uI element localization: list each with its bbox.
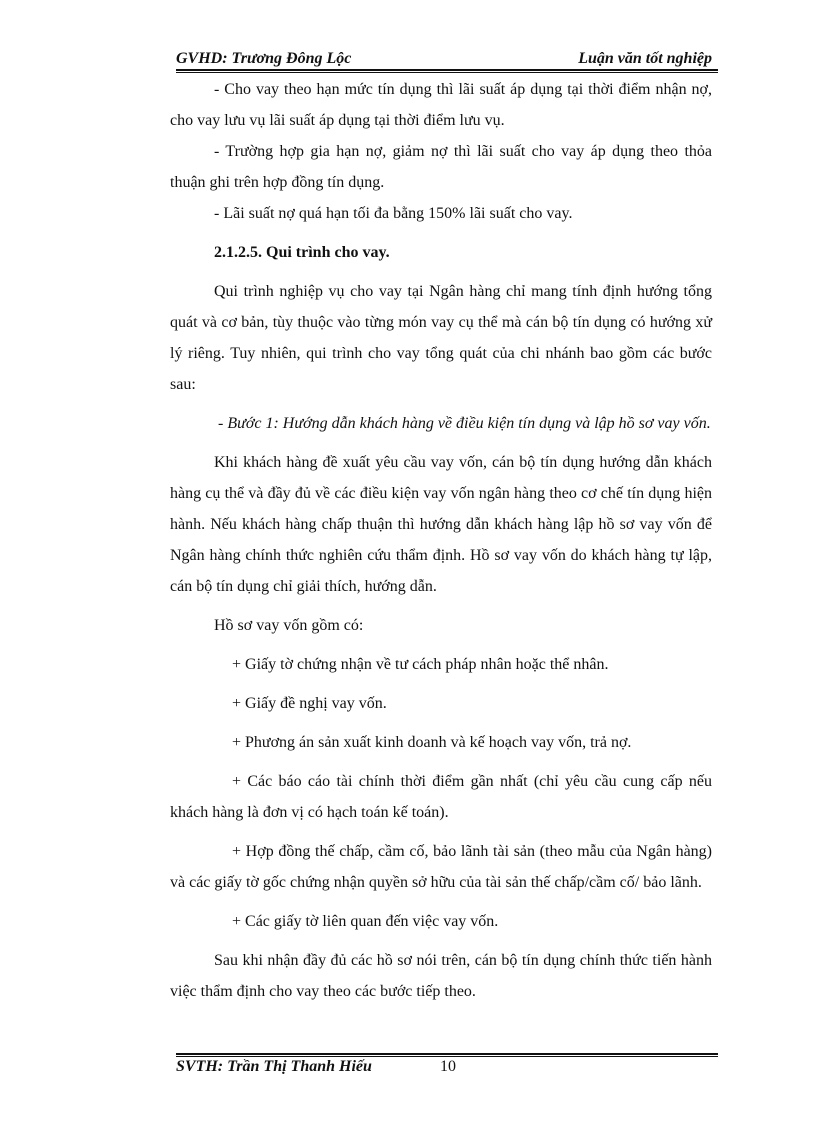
page-number: 10 <box>440 1058 456 1075</box>
header-advisor: GVHD: Trương Đông Lộc <box>176 50 352 67</box>
list-item: + Hợp đồng thế chấp, cầm cố, bảo lãnh tài sản (theo mẫu của Ngân hàng) và các giấy tờ gốc chứng nhận quyền sở hữu của tài sản thế chấp/cầm cố/ bảo lãnh. <box>170 843 712 891</box>
step-1-title: - Bước 1: Hướng dẫn khách hàng về điều kiện tín dụng và lập hồ sơ vay vốn. <box>218 415 711 432</box>
paragraph-interest-overdue: - Lãi suất nợ quá hạn tối đa bằng 150% lãi suất cho vay. <box>214 205 573 222</box>
paragraph-interest-limit: - Cho vay theo hạn mức tín dụng thì lãi suất áp dụng tại thời điểm nhận nợ, cho vay lưu vụ lãi suất áp dụng tại thời điểm lưu vụ. <box>170 81 712 129</box>
page-body <box>170 74 712 1007</box>
list-item: + Giấy đề nghị vay vốn. <box>232 695 387 712</box>
paragraph-next-steps: Sau khi nhận đầy đủ các hồ sơ nói trên, cán bộ tín dụng chính thức tiến hành việc thẩm định cho vay theo các bước tiếp theo. <box>170 952 712 1000</box>
paragraph-interest-extension: - Trường hợp gia hạn nợ, giảm nợ thì lãi suất cho vay áp dụng theo thỏa thuận ghi trên hợp đồng tín dụng. <box>170 143 712 191</box>
paragraph-process-intro: Qui trình nghiệp vụ cho vay tại Ngân hàng chỉ mang tính định hướng tổng quát và cơ bản, tùy thuộc vào từng món vay cụ thể mà cán bộ tín dụng có hướng xử lý riêng. Tuy nhiên, qui trình cho vay tổng quát của chi nhánh bao gồm các bước sau: <box>170 283 712 393</box>
list-item: + Giấy tờ chứng nhận về tư cách pháp nhân hoặc thể nhân. <box>232 656 609 673</box>
paragraph-step-1: Khi khách hàng đề xuất yêu cầu vay vốn, cán bộ tín dụng hướng dẫn khách hàng cụ thể và đầy đủ về các điều kiện vay vốn ngân hàng theo cơ chế tín dụng hiện hành. Nếu khách hàng chấp thuận thì hướng dẫn khách hàng lập hồ sơ vay vốn để Ngân hàng chính thức nghiên cứu thẩm định. Hồ sơ vay vốn do khách hàng tự lập, cán bộ tín dụng chỉ giải thích, hướng dẫn. <box>170 454 712 595</box>
footer-divider-thin <box>176 1056 718 1057</box>
list-item: + Các giấy tờ liên quan đến việc vay vốn. <box>232 913 499 930</box>
header-divider-thin <box>176 72 718 73</box>
footer-divider <box>176 1053 718 1055</box>
list-item: + Phương án sản xuất kinh doanh và kế hoạch vay vốn, trả nợ. <box>232 734 632 751</box>
list-item: + Các báo cáo tài chính thời điểm gần nhất (chỉ yêu cầu cung cấp nếu khách hàng là đơn vị có hạch toán kế toán). <box>170 773 712 821</box>
header-divider <box>176 69 718 71</box>
section-heading: 2.1.2.5. Qui trình cho vay. <box>214 244 390 261</box>
header-document-type: Luận văn tốt nghiệp <box>578 50 712 67</box>
footer-author: SVTH: Trần Thị Thanh Hiếu <box>176 1058 372 1075</box>
paragraph-dossier-intro: Hồ sơ vay vốn gồm có: <box>214 617 364 634</box>
